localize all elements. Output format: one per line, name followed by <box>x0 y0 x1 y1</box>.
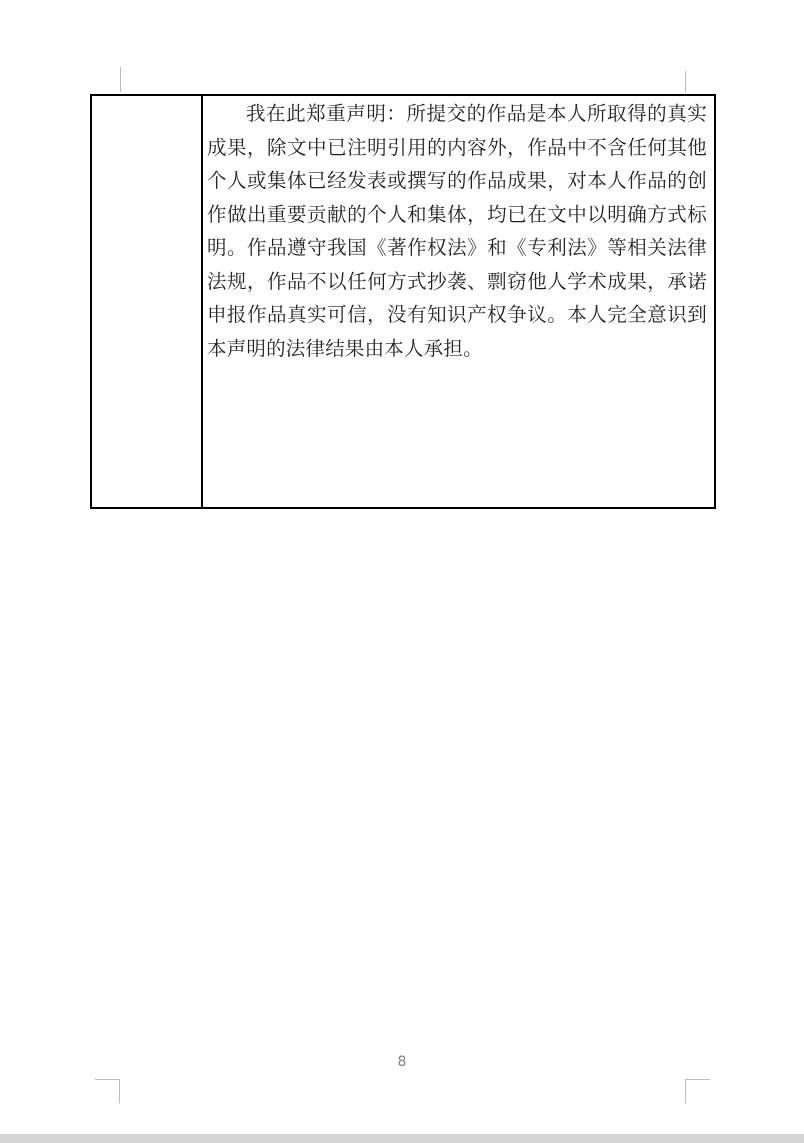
margin-mark-bottom-left <box>95 1079 120 1103</box>
margin-mark-bottom-right <box>685 1079 710 1103</box>
page-number: 8 <box>397 1054 407 1070</box>
table-cell-declaration <box>203 96 714 507</box>
margin-mark-top-right <box>685 71 686 93</box>
margin-mark-top-left <box>120 67 121 92</box>
table-cell-empty-label <box>92 96 203 507</box>
declaration-table <box>90 94 716 509</box>
page-bottom-edge <box>0 1134 804 1143</box>
declaration-text: 我在此郑重声明：所提交的作品是本人所取得的真实成果，除文中已注明引用的内容外，作品中不含任何其他个人或集体已经发表或撰写的作品成果，对本人作品的创作做出重要贡献的个人和集体，均已在文中以明确方式标明。作品遵守我国《著作权法》和《专利法》等相关法律法规，作品不以任何方式抄袭、剽窃他人学术成果，承诺申报作品真实可信，没有知识产权争议。本人完全意识到本声明的法律结果由本人承担。 <box>207 102 707 360</box>
